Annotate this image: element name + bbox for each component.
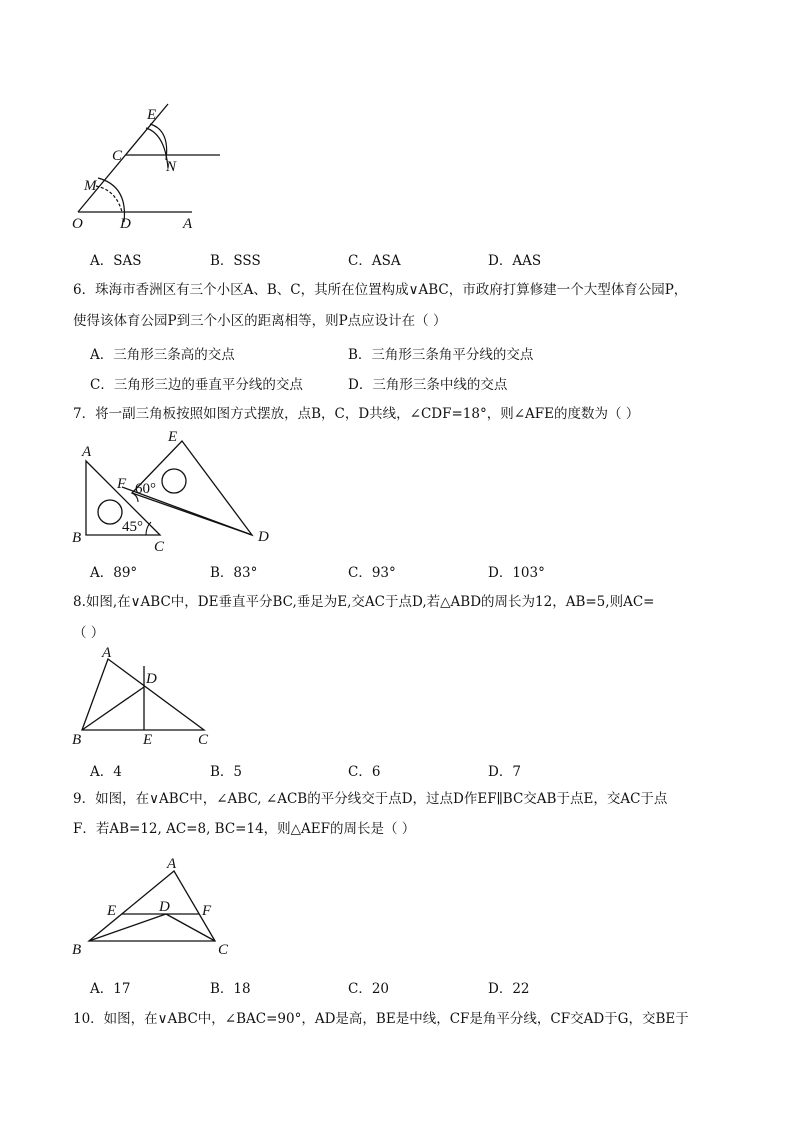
fig5-label-M: M bbox=[84, 178, 97, 194]
q5-option-d[interactable]: D．AAS bbox=[488, 253, 542, 269]
fig7-angle-60: 60° bbox=[135, 481, 156, 497]
fig7-label-B: B bbox=[72, 530, 82, 546]
q8-stem-line1: 8.如图,在∨ABC中，DE垂直平分BC,垂足为E,交AC于点D,若△ABD的周长为12，AB=5,则AC= bbox=[73, 594, 655, 610]
q9-stem-line1: 9．如图，在∨ABC中，∠ABC, ∠ACB的平分线交于点D，过点D作EF∥BC交AB于点E，交AC于点 bbox=[73, 791, 668, 807]
fig5-label-D: D bbox=[120, 216, 131, 232]
fig8-label-D: D bbox=[146, 671, 157, 687]
q7-option-a[interactable]: A．89° bbox=[90, 565, 138, 581]
fig8-label-C: C bbox=[198, 732, 209, 748]
q8-stem-line2: （ ） bbox=[73, 625, 105, 641]
q5-option-c[interactable]: C．ASA bbox=[348, 253, 401, 269]
q9-stem-line2: F．若AB=12, AC=8, BC=14，则△AEF的周长是（ ） bbox=[73, 821, 416, 837]
q6-option-c[interactable]: C．三角形三边的垂直平分线的交点 bbox=[90, 377, 303, 393]
fig9-label-A: A bbox=[167, 856, 177, 872]
fig9-label-F: F bbox=[202, 903, 212, 919]
fig5-label-C: C bbox=[112, 148, 123, 164]
fig8-label-B: B bbox=[72, 732, 82, 748]
q9-option-d[interactable]: D．22 bbox=[488, 981, 530, 997]
q7-option-d[interactable]: D．103° bbox=[488, 565, 545, 581]
fig9-label-B: B bbox=[72, 942, 82, 958]
fig7-label-E: E bbox=[168, 429, 178, 445]
fig5-label-A: A bbox=[183, 216, 193, 232]
fig9-label-C: C bbox=[218, 942, 229, 958]
fig5-label-N: N bbox=[166, 159, 177, 175]
q7-option-c[interactable]: C．93° bbox=[348, 565, 396, 581]
fig8-label-A: A bbox=[102, 645, 112, 661]
q6-option-b[interactable]: B．三角形三条角平分线的交点 bbox=[348, 347, 534, 363]
fig7-label-F: F bbox=[117, 476, 127, 492]
q8-option-d[interactable]: D．7 bbox=[488, 764, 521, 780]
q8-option-a[interactable]: A．4 bbox=[90, 764, 122, 780]
q5-option-a[interactable]: A．SAS bbox=[90, 253, 142, 269]
fig5-label-O: O bbox=[72, 216, 83, 232]
fig9-label-E: E bbox=[107, 903, 117, 919]
q7-stem-line1: 7．将一副三角板按照如图方式摆放，点B，C，D共线，∠CDF=18°，则∠AFE的度数为（ ） bbox=[73, 406, 640, 422]
q6-stem-line1: 6．珠海市香洲区有三个小区A、B、C，其所在位置构成∨ABC，市政府打算修建一个大型体育公园P， bbox=[73, 282, 688, 298]
q8-option-c[interactable]: C．6 bbox=[348, 764, 381, 780]
q10-stem-line1: 10．如图，在∨ABC中，∠BAC=90°，AD是高，BE是中线，CF是角平分线，CF交AD于G，交BE于 bbox=[73, 1011, 689, 1027]
fig7-label-A: A bbox=[82, 444, 92, 460]
fig5-label-E: E bbox=[147, 107, 157, 123]
fig7-angle-45: 45° bbox=[122, 519, 143, 535]
q6-stem-line2: 使得该体育公园P到三个小区的距离相等，则P点应设计在（ ） bbox=[73, 313, 447, 329]
q6-option-a[interactable]: A．三角形三条高的交点 bbox=[90, 347, 235, 363]
q7-option-b[interactable]: B．83° bbox=[210, 565, 258, 581]
q5-option-b[interactable]: B．SSS bbox=[210, 253, 261, 269]
fig8-label-E: E bbox=[143, 732, 153, 748]
fig9-label-D: D bbox=[159, 899, 170, 915]
q6-option-d[interactable]: D．三角形三条中线的交点 bbox=[348, 377, 508, 393]
q9-option-c[interactable]: C．20 bbox=[348, 981, 390, 997]
q8-option-b[interactable]: B．5 bbox=[210, 764, 243, 780]
q9-option-b[interactable]: B．18 bbox=[210, 981, 251, 997]
fig7-label-C: C bbox=[154, 539, 165, 555]
fig7-label-D: D bbox=[258, 529, 269, 545]
q9-option-a[interactable]: A．17 bbox=[90, 981, 131, 997]
